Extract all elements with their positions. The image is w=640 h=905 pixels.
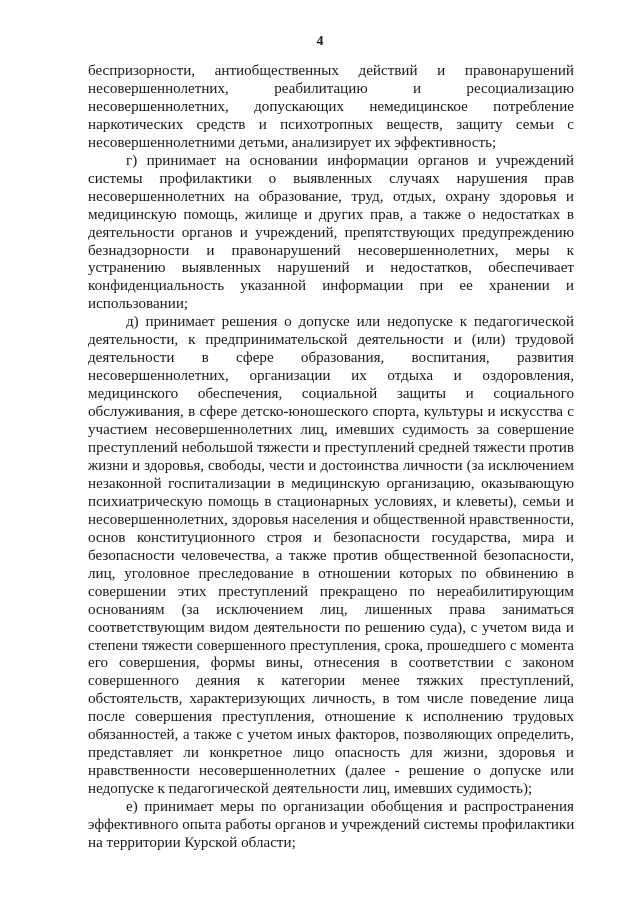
text-line: наркотических средств и психотропных веществ, защиту семьи с bbox=[88, 116, 574, 133]
text-line: безопасности человечества, а также против общественной безопасности, bbox=[88, 547, 574, 564]
text-line: после совершения преступления, отношение к исполнению трудовых bbox=[88, 709, 574, 726]
text-line: основ конституционного строя и безопасности государства, мира и bbox=[88, 529, 574, 546]
text-line: жизни и здоровья, свободы, чести и достоинства личности (за исключением bbox=[88, 457, 574, 474]
text-line: обстоятельств, характеризующих личность, в том числе поведение лица bbox=[88, 691, 574, 708]
text-line: степени тяжести совершенного преступления, срока, прошедшего с момента bbox=[88, 637, 574, 654]
text-line: деятельности органов и учреждений, препятствующих предупреждению bbox=[88, 224, 574, 241]
text-line: нравственности несовершеннолетних (далее - решение о допуске или bbox=[88, 763, 574, 780]
text-line: е) принимает меры по организации обобщения и распространения bbox=[126, 799, 574, 816]
text-line: системы профилактики о выявленных случаях нарушения прав bbox=[88, 170, 574, 187]
text-line: медицинскую помощь, жилище и других прав, а также о недостатках в bbox=[88, 206, 574, 223]
text-line: деятельности, к предпринимательской деятельности и (или) трудовой bbox=[88, 332, 574, 349]
text-line: психиатрическую помощь в стационарных условиях, и клеветы), семьи и bbox=[88, 493, 574, 510]
text-line: представляет ли конкретное лицо опасность для жизни, здоровья и bbox=[88, 745, 574, 762]
text-line: д) принимает решения о допуске или недопуске к педагогической bbox=[126, 314, 574, 331]
text-line: обязанностей, а также с учетом иных факторов, позволяющих определить, bbox=[88, 727, 574, 744]
text-line: использовании; bbox=[88, 296, 189, 313]
text-line: соответствующим видом деятельности по решению суда), с учетом вида и bbox=[88, 619, 574, 636]
text-line: основаниям (за исключением лиц, лишенных права заниматься bbox=[88, 601, 574, 618]
text-line: несовершеннолетних на образование, труд, отдых, охрану здоровья и bbox=[88, 188, 574, 205]
text-line: преступлений небольшой тяжести и преступлений средней тяжести против bbox=[88, 440, 574, 457]
text-line: совершении этих преступлений прекращено по нереабилитирующим bbox=[88, 583, 574, 600]
text-line: г) принимает на основании информации органов и учреждений bbox=[126, 152, 574, 169]
document-body bbox=[88, 63, 574, 853]
text-line: незаконной госпитализации в медицинскую организацию, оказывающую bbox=[88, 475, 574, 492]
text-line: беспризорности, антиобщественных действий и правонарушений bbox=[88, 63, 574, 79]
text-line: его совершения, формы вины, отнесения в соответствии с законом bbox=[88, 655, 574, 672]
text-line: совершенного деяния к категории менее тяжких преступлений, bbox=[88, 673, 574, 690]
text-line: на территории Курской области; bbox=[88, 834, 296, 851]
text-line: эффективного опыта работы органов и учреждений системы профилактики bbox=[88, 817, 575, 834]
text-line: несовершеннолетних, здоровья населения и общественной нравственности, bbox=[88, 511, 574, 528]
text-line: деятельности в сфере образования, воспитания, развития bbox=[88, 350, 574, 367]
text-line: несовершеннолетних, организации их отдыха и оздоровления, bbox=[88, 368, 574, 385]
text-line: недопуске к педагогической деятельности лиц, имевших судимость); bbox=[88, 781, 533, 798]
text-line: конфиденциальность указанной информации при ее хранении и bbox=[88, 278, 574, 295]
text-line: несовершеннолетних, реабилитацию и ресоциализацию bbox=[88, 80, 574, 97]
text-line: устранению выявленных нарушений и недостатков, обеспечивает bbox=[88, 260, 574, 277]
text-line: участием несовершеннолетних лиц, имевших судимость за совершение bbox=[88, 422, 574, 439]
text-line: несовершеннолетними детьми, анализирует их эффективность; bbox=[88, 134, 497, 151]
page-number: 4 bbox=[316, 34, 324, 49]
text-line: лиц, уголовное преследование в отношении которых по обвинению в bbox=[88, 565, 574, 582]
text-line: безнадзорности и правонарушений несовершеннолетних, меры к bbox=[88, 242, 574, 259]
text-line: медицинского обеспечения, социальной защиты и социального bbox=[88, 386, 574, 403]
text-line: несовершеннолетних, допускающих немедицинское потребление bbox=[88, 98, 574, 115]
text-line: обслуживания, в сфере детско-юношеского спорта, культуры и искусства с bbox=[88, 404, 574, 421]
